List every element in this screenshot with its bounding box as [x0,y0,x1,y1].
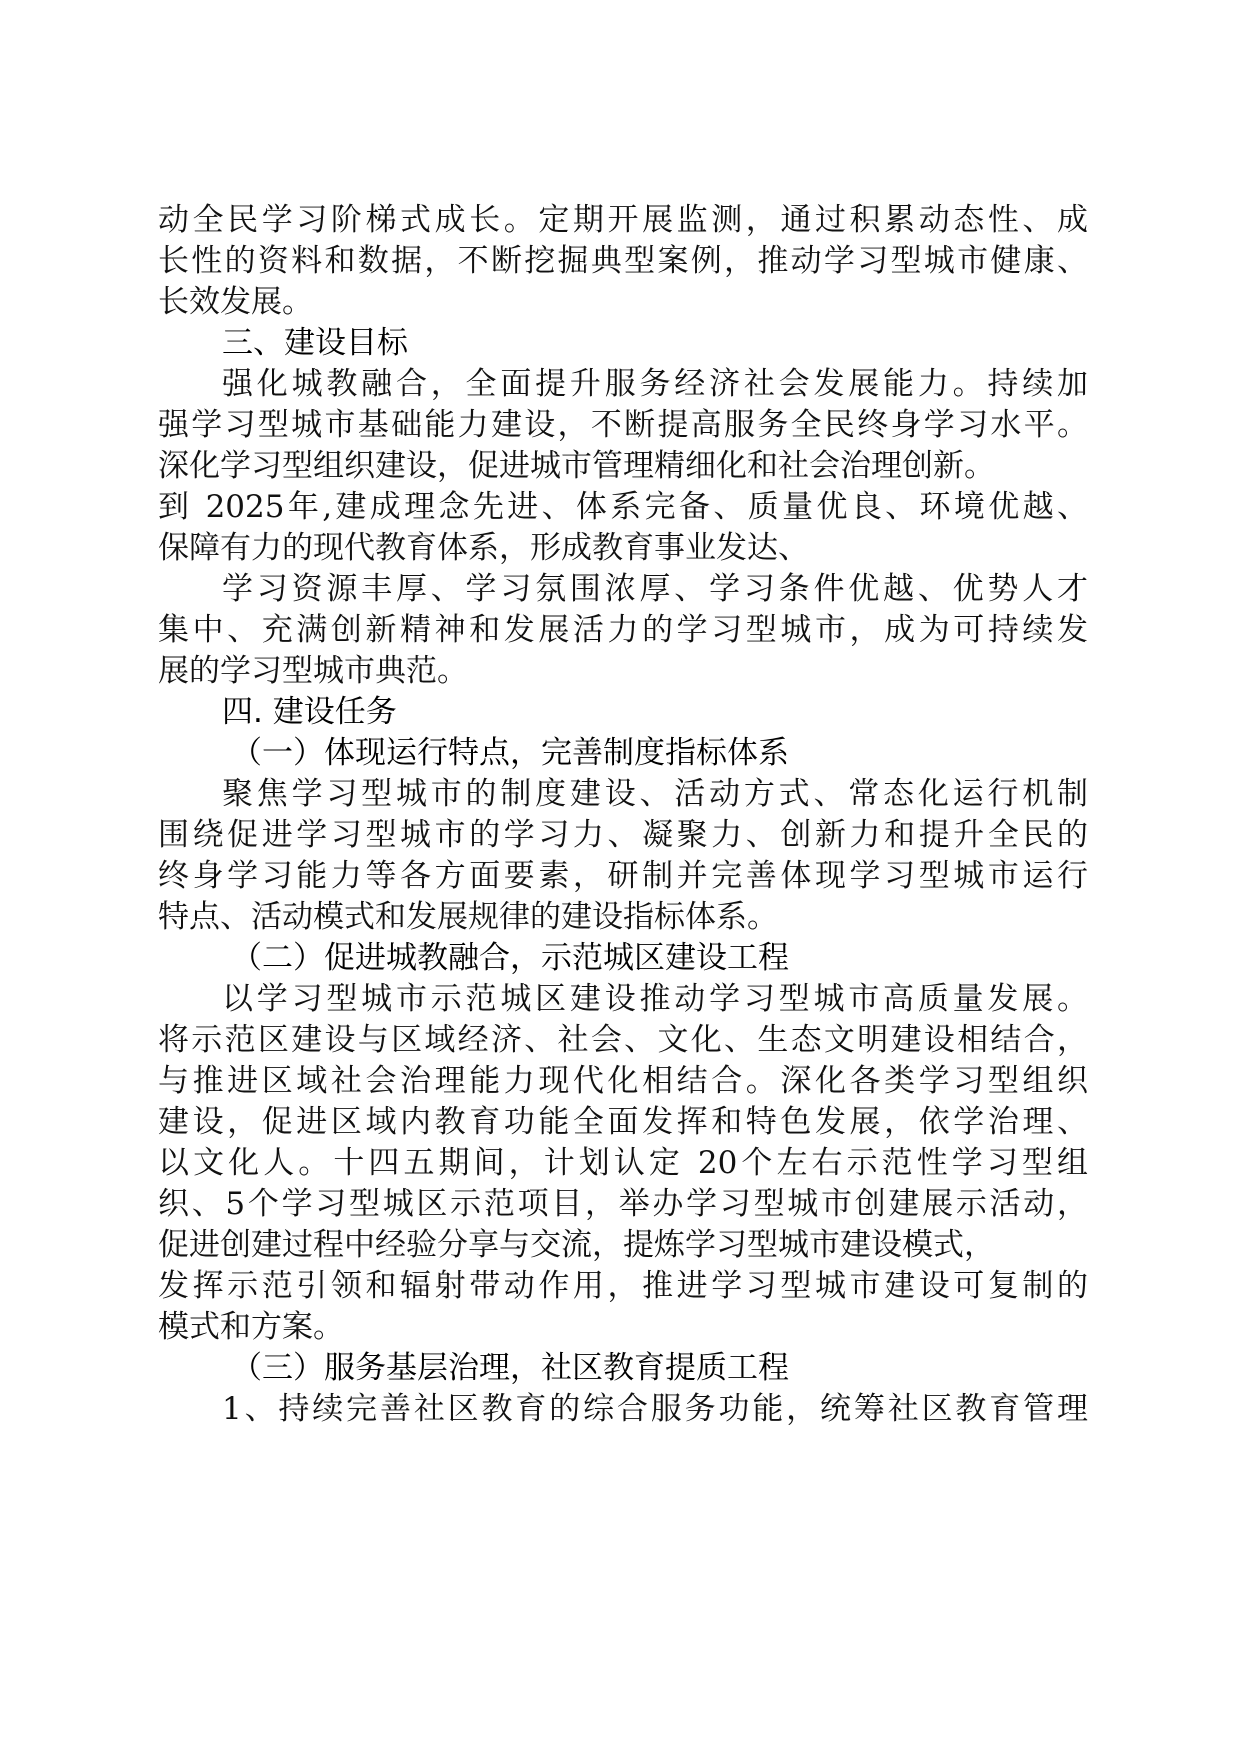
subsection-heading-2: （二）促进城教融合，示范城区建设工程 [231,940,789,976]
text-line: 织、5个学习型城区示范项目，举办学习型城市创建展示活动， [158,1186,1088,1222]
document-body [158,200,1088,1430]
goals-paragraph-2 [158,569,1088,692]
text-line: 建设，促进区域内教育功能全面发挥和特色发展，依学治理、 [158,1104,1088,1140]
text-line: 促进创建过程中经验分享与交流，提炼学习型城市建设模式， [158,1227,995,1263]
text-line: 以学习型城市示范城区建设推动学习型城市高质量发展。 [222,981,1088,1017]
section-heading-goals: 三、建设目标 [222,325,408,361]
subsection-heading-3: （三）服务基层治理，社区教育提质工程 [231,1350,789,1386]
text-line: 展的学习型城市典范。 [158,653,468,689]
text-line: 发挥示范引领和辐射带动作用，推进学习型城市建设可复制的 [158,1268,1088,1304]
text-line: 长性的资料和数据，不断挖掘典型案例，推动学习型城市健康、 [158,243,1088,279]
subsection-2-paragraph [158,979,1088,1348]
text-line: 围绕促进学习型城市的学习力、凝聚力、创新力和提升全民的 [158,817,1088,853]
text-line: 集中、充满创新精神和发展活力的学习型城市，成为可持续发 [158,612,1088,648]
subsection-3-paragraph [158,1389,1088,1430]
text-line: 终身学习能力等各方面要素，研制并完善体现学习型城市运行 [158,858,1088,894]
text-line: 强学习型城市基础能力建设，不断提高服务全民终身学习水平。 [158,407,1088,443]
text-line: 学习资源丰厚、学习氛围浓厚、学习条件优越、优势人才 [222,571,1088,607]
text-line: 特点、活动模式和发展规律的建设指标体系。 [158,899,778,935]
goals-paragraph-1 [158,364,1088,569]
text-line: 到 2025年,建成理念先进、体系完备、质量优良、环境优越、 [158,489,1088,525]
text-line: 动全民学习阶梯式成长。定期开展监测，通过积累动态性、成 [158,202,1088,238]
text-line: 与推进区域社会治理能力现代化相结合。深化各类学习型组织 [158,1063,1088,1099]
text-line: 聚焦学习型城市的制度建设、活动方式、常态化运行机制 [222,776,1088,812]
text-line: 1、持续完善社区教育的综合服务功能，统筹社区教育管理 [222,1391,1088,1427]
text-line: 强化城教融合，全面提升服务经济社会发展能力。持续加 [222,366,1088,402]
text-line: 保障有力的现代教育体系，形成教育事业发达、 [158,530,809,566]
text-line: 深化学习型组织建设，促进城市管理精细化和社会治理创新。 [158,448,995,484]
text-line: 模式和方案。 [158,1309,344,1345]
intro-paragraph [158,200,1088,323]
text-line: 以文化人。十四五期间，计划认定 20个左右示范性学习型组 [158,1145,1088,1181]
subsection-heading-1: （一）体现运行特点，完善制度指标体系 [231,735,789,771]
section-heading-tasks: 四. 建设任务 [222,694,397,730]
text-line: 将示范区建设与区域经济、社会、文化、生态文明建设相结合， [158,1022,1088,1058]
subsection-1-paragraph [158,774,1088,938]
text-line: 长效发展。 [158,284,313,320]
